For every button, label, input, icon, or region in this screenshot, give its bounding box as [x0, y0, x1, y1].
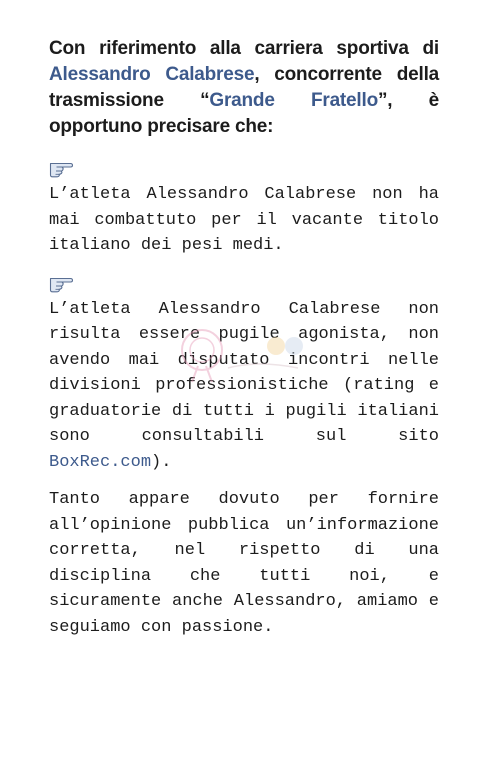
- intro-text-2: , concorrente della trasmissione “: [49, 64, 440, 111]
- point-2-text-after-link: ).: [151, 452, 172, 472]
- grande-fratello-link[interactable]: Grande Fratello: [209, 90, 378, 111]
- point-2-text: [49, 297, 439, 476]
- press-statement: [49, 36, 439, 640]
- backhand-index-pointing-right-icon: [49, 158, 74, 178]
- point-1-icon-row: [49, 154, 439, 182]
- intro-text-3: ”, è opportuno precisare che:: [49, 90, 440, 137]
- intro-paragraph: [49, 36, 439, 140]
- point-1-text: L’atleta Alessandro Calabrese non ha mai combattuto per il vacante titolo italiano dei pesi medi.: [49, 185, 439, 255]
- alessandro-calabrese-link[interactable]: Alessandro Calabrese: [49, 64, 255, 85]
- closing-paragraph: Tanto appare dovuto per fornire all’opinione pubblica un’informazione corretta, nel rispetto di una disciplina che tutti noi, e sicuramente anche Alessandro, amiamo e seguiamo con passione.: [49, 490, 439, 637]
- point-2-icon-row: [49, 269, 439, 297]
- intro-text-1: Con riferimento alla carriera sportiva di: [49, 38, 439, 59]
- point-2-text-before-link: L’atleta Alessandro Calabrese non risulta essere pugile agonista, non avendo mai disputato incontri nelle divisioni professionistiche (rating e graduatorie di tutti i pugili italiani sono consultabili sul sito: [49, 299, 439, 446]
- backhand-index-pointing-right-icon: [49, 273, 74, 293]
- boxrec-link[interactable]: BoxRec.com: [49, 452, 152, 472]
